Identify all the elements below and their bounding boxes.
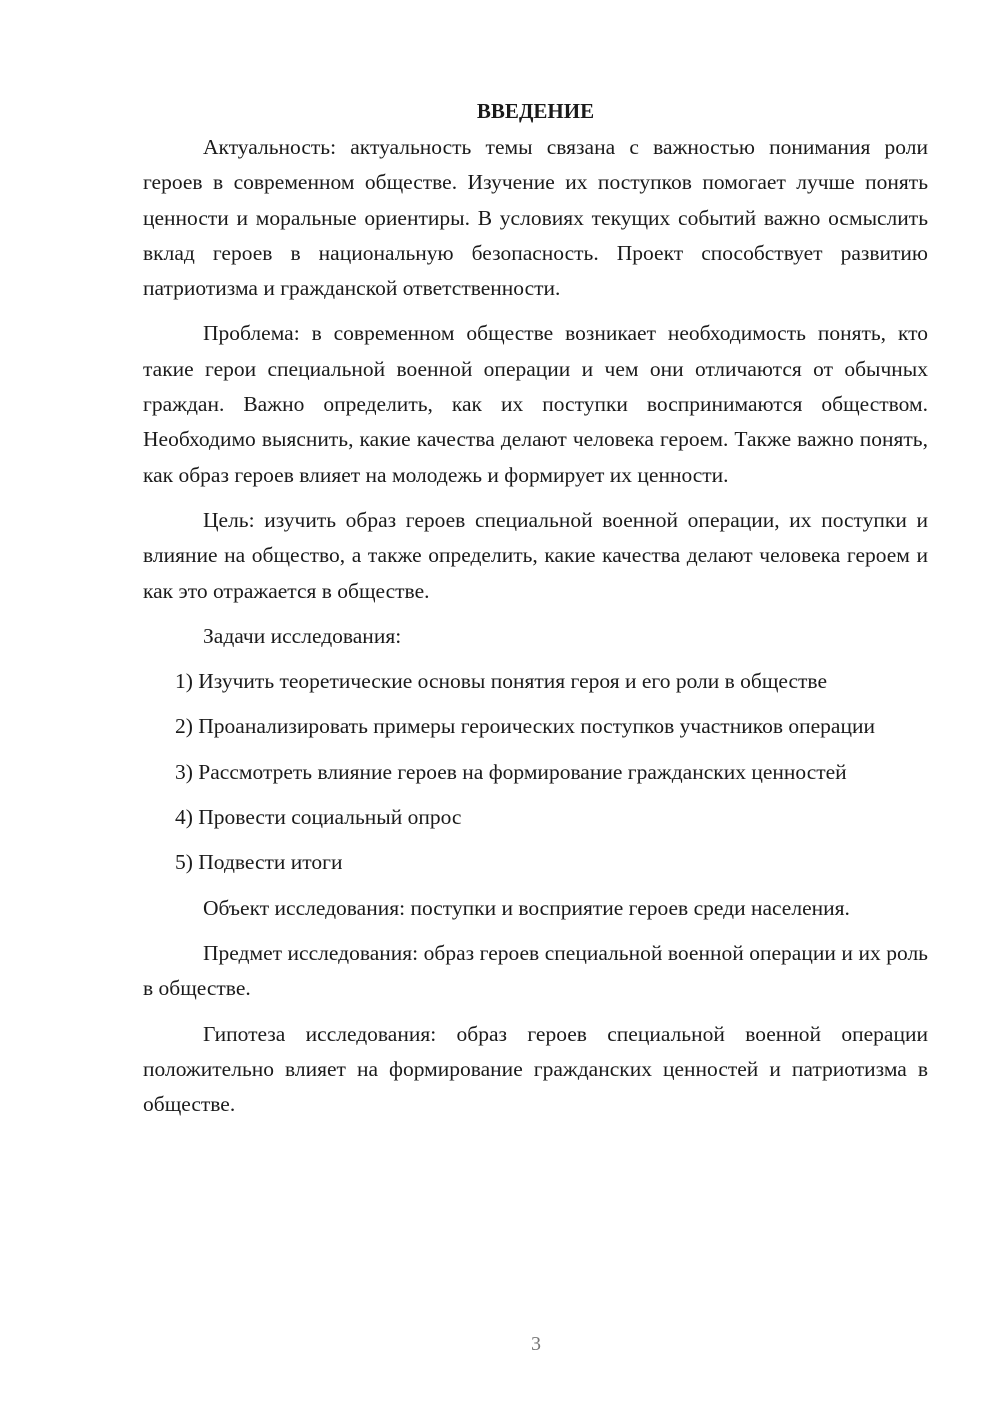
hypothesis-paragraph: Гипотеза исследования: образ героев специальной военной операции положительно влияет на формирование гражданских ценностей и патриотизма в обществе. — [143, 1021, 928, 1117]
task-item-3: 3) Рассмотреть влияние героев на формирование гражданских ценностей — [175, 759, 847, 784]
task-item-2: 2) Проанализировать примеры героических поступков участников операции — [175, 714, 875, 739]
tasks-heading: Задачи исследования: — [203, 623, 402, 648]
problem-paragraph: Проблема: в современном обществе возникает необходимость понять, кто такие герои специальной военной операции и чем они отличаются от обычных граждан. Важно определить, как их поступки воспринимаются обществом. Необходимо выяснить, какие качества делают человека героем. Также важно понять, как образ героев влияет на молодежь и формирует их ценности. — [143, 321, 928, 487]
goal-paragraph: Цель: изучить образ героев специальной военной операции, их поступки и влияние на общество, а также определить, какие качества делают человека героем и как это отражается в обществе. — [143, 507, 928, 603]
object-paragraph: Объект исследования: поступки и восприятие героев среди населения. — [203, 895, 850, 920]
task-item-1: 1) Изучить теоретические основы понятия героя и его роли в обществе — [175, 669, 828, 694]
section-heading: ВВЕДЕНИЕ — [476, 99, 595, 123]
subject-paragraph: Предмет исследования: образ героев специальной военной операции и их роль в обществе. — [143, 940, 928, 1001]
page-number: 3 — [531, 1333, 541, 1355]
document-page — [143, 95, 928, 1132]
task-item-4: 4) Провести социальный опрос — [175, 805, 462, 830]
task-item-5: 5) Подвести итоги — [175, 850, 343, 875]
relevance-paragraph: Актуальность: актуальность темы связана с важностью понимания роли героев в современном обществе. Изучение их поступков помогает лучше понять ценности и моральные ориентиры. В условиях текущих событий важно осмыслить вклад героев в национальную безопасность. Проект способствует развитию патриотизма и гражданской ответственности. — [143, 135, 928, 301]
